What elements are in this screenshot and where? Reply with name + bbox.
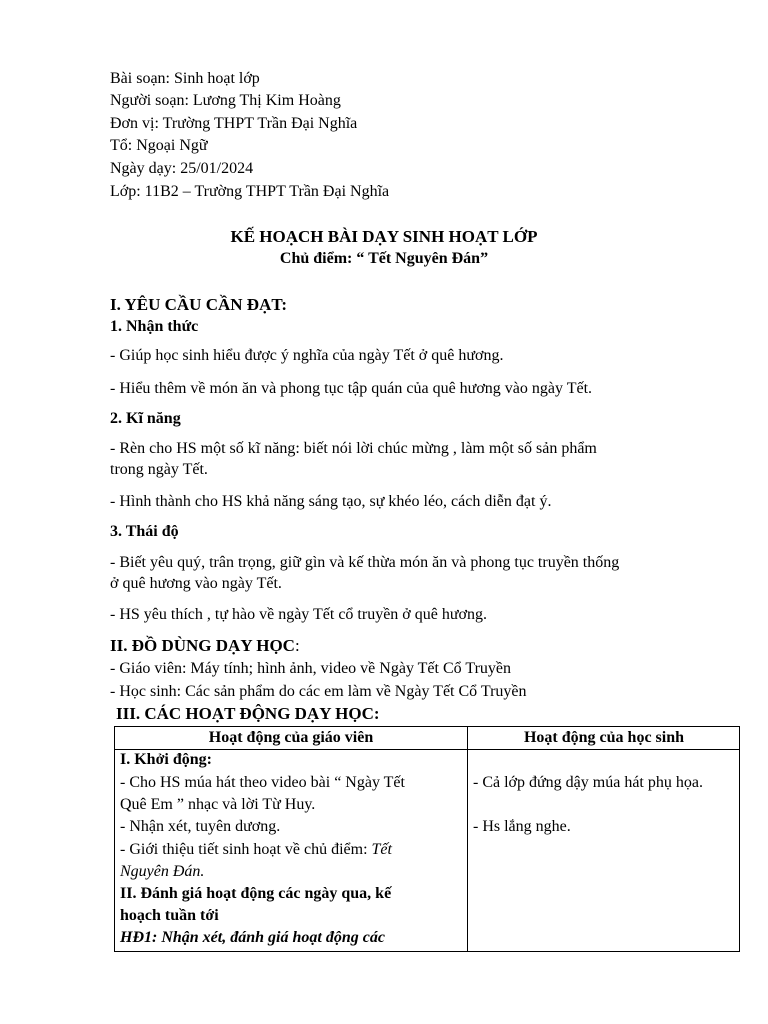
section3-heading: III. CÁC HOẠT ĐỘNG DẠY HỌC: [116, 704, 380, 723]
section1-sub2-p1-line1: - Rèn cho HS một số kĩ năng: biết nói lời chúc mừng , làm một số sản phẩm [110, 440, 597, 457]
section1-sub1: 1. Nhận thức [110, 318, 199, 335]
table-column-divider [467, 727, 468, 951]
section1-sub2: 2. Kĩ năng [110, 410, 181, 427]
section2-heading: II. ĐỒ DÙNG DẠY HỌC [110, 636, 295, 655]
section1-sub2-p1-line2: trong ngày Tết. [110, 461, 208, 478]
table-left-line5-text: - Giới thiệu tiết sinh hoạt về chủ điểm: [120, 841, 372, 858]
header-author: Người soạn: Lương Thị Kim Hoàng [110, 92, 341, 109]
header-date: Ngày dạy: 25/01/2024 [110, 160, 254, 177]
section2-heading-colon: : [294, 636, 300, 655]
table-left-line8: hoạch tuần tới [120, 907, 219, 924]
table-left-line3: Quê Em ” nhạc và lời Từ Huy. [120, 796, 316, 813]
table-left-line5 [120, 839, 392, 861]
header-lesson: Bài soạn: Sinh hoạt lớp [110, 70, 260, 87]
table-left-line4: - Nhận xét, tuyên dương. [120, 818, 281, 835]
table-left-line9: HĐ1: Nhận xét, đánh giá hoạt động các [120, 929, 385, 946]
section1-sub1-p1: - Giúp học sinh hiểu được ý nghĩa của ngày Tết ở quê hương. [110, 347, 504, 364]
header-unit: Đơn vị: Trường THPT Trần Đại Nghĩa [110, 115, 358, 132]
activities-table [114, 726, 740, 952]
header-class: Lớp: 11B2 – Trường THPT Trần Đại Nghĩa [110, 183, 390, 200]
table-left-line6: Nguyên Đán. [120, 863, 205, 880]
table-header-teacher: Hoạt động của giáo viên [208, 729, 374, 746]
document-subtitle: Chủ điểm: “ Tết Nguyên Đán” [279, 250, 489, 267]
section2-student: - Học sinh: Các sản phẩm do các em làm về Ngày Tết Cổ Truyền [110, 683, 527, 700]
section1-sub3-p1-line2: ở quê hương vào ngày Tết. [110, 575, 282, 592]
table-left-line5-italic: Tết [371, 841, 392, 858]
section1-sub3-p1-line1: - Biết yêu quý, trân trọng, giữ gìn và kế thừa món ăn và phong tục truyền thống [110, 554, 620, 571]
section1-sub3-p2: - HS yêu thích , tự hào về ngày Tết cổ truyền ở quê hương. [110, 606, 487, 623]
table-header-student: Hoạt động của học sinh [523, 729, 685, 746]
table-left-line1: I. Khởi động: [120, 751, 212, 768]
table-right-line1: - Cả lớp đứng dậy múa hát phụ họa. [473, 774, 703, 791]
table-left-line7: II. Đánh giá hoạt động các ngày qua, kế [120, 885, 392, 902]
document-title: KẾ HOẠCH BÀI DẠY SINH HOẠT LỚP [230, 227, 538, 246]
table-left-line2: - Cho HS múa hát theo video bài “ Ngày Tết [120, 774, 405, 791]
section1-heading: I. YÊU CẦU CẦN ĐẠT: [110, 295, 288, 314]
table-right-line2: - Hs lắng nghe. [473, 818, 571, 835]
section1-sub1-p2: - Hiểu thêm về món ăn và phong tục tập quán của quê hương vào ngày Tết. [110, 380, 593, 397]
section2-teacher: - Giáo viên: Máy tính; hình ảnh, video về Ngày Tết Cổ Truyền [110, 660, 511, 677]
section2-heading-line [110, 636, 300, 656]
section1-sub2-p2: - Hình thành cho HS khả năng sáng tạo, sự khéo léo, cách diễn đạt ý. [110, 493, 552, 510]
section1-sub3: 3. Thái độ [110, 523, 179, 540]
header-group: Tổ: Ngoại Ngữ [110, 137, 208, 154]
